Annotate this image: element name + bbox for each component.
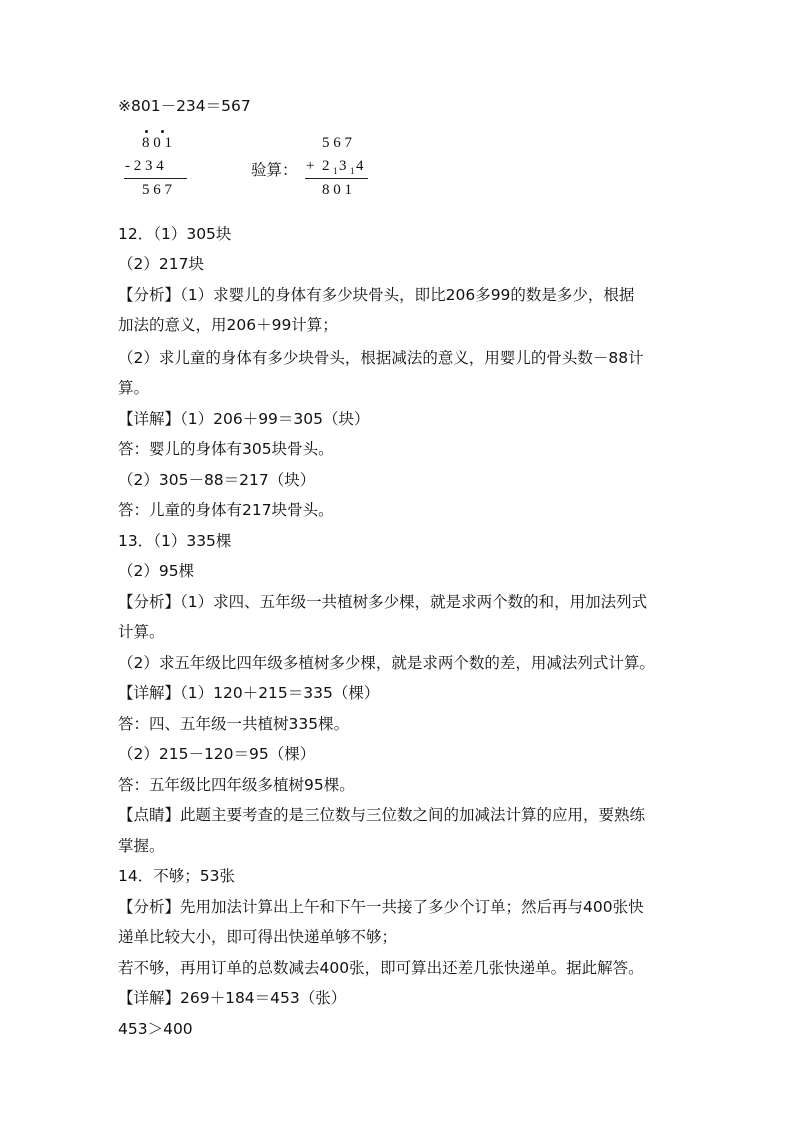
- detail-12-2: （2）305－88＝217（块）: [118, 471, 316, 489]
- analysis-12: 【分析】（1）求婴儿的身体有多少块骨头，即比206多99的数是多少，根据: [118, 286, 635, 304]
- carry-mark: 1: [350, 166, 355, 176]
- detail-12: 【详解】（1）206＋99＝305（块）: [118, 410, 370, 428]
- comment-13: 【点睛】此题主要考查的是三位数与三位数之间的加减法计算的应用，要熟练: [118, 806, 646, 824]
- add-result: 8 0 1: [322, 182, 352, 198]
- sub-rule: [124, 178, 187, 179]
- answer-13-2: （2）95棵: [118, 562, 195, 580]
- detail-13: 【详解】（1）120＋215＝335（棵）: [118, 684, 380, 702]
- detail-14: 【详解】269＋184＝453（张）: [118, 989, 347, 1007]
- borrow-dot: [145, 130, 148, 133]
- add-rule: [305, 178, 368, 179]
- answer-12: 12．（1）305块: [118, 225, 232, 243]
- answer-13: 13．（1）335棵: [118, 532, 232, 550]
- analysis-12-cont: 加法的意义，用206＋99计算；: [118, 316, 338, 334]
- sub-minuend: 8 0 1: [142, 135, 172, 151]
- sub-subtrahend: - 2 3 4: [125, 158, 164, 174]
- reply-12-2: 答：儿童的身体有217块骨头。: [118, 501, 334, 519]
- carry-mark: 1: [333, 166, 338, 176]
- answer-14: 14．不够；53张: [118, 867, 235, 885]
- add-top: 5 6 7: [322, 135, 352, 151]
- analysis-13: 【分析】（1）求四、五年级一共植树多少棵，就是求两个数的和，用加法列式: [118, 593, 648, 611]
- sub-result: 5 6 7: [142, 182, 172, 198]
- analysis-13-2: （2）求五年级比四年级多植树多少棵，就是求两个数的差，用减法列式计算。: [118, 654, 655, 672]
- analysis-14-cont: 递单比较大小，即可得出快递单够不够；: [118, 928, 398, 946]
- check-label: 验算：: [251, 161, 298, 179]
- reply-12: 答：婴儿的身体有305块骨头。: [118, 440, 334, 458]
- equation-line: ※801－234＝567: [118, 97, 251, 115]
- analysis-12-2: （2）求儿童的身体有多少块骨头，根据减法的意义，用婴儿的骨头数－88计: [118, 349, 644, 367]
- reply-13-2: 答：五年级比四年级多植树95棵。: [118, 776, 355, 794]
- add-op: +: [306, 158, 315, 174]
- detail-13-2: （2）215－120＝95（棵）: [118, 745, 316, 763]
- reply-13: 答：四、五年级一共植树335棵。: [118, 715, 350, 733]
- analysis-14-2: 若不够，再用订单的总数减去400张，即可算出还差几张快递单。据此解答。: [118, 959, 644, 977]
- answer-12-2: （2）217块: [118, 255, 204, 273]
- compare-14: 453＞400: [118, 1020, 193, 1038]
- add-digit: 2: [322, 158, 330, 174]
- add-digit: 3: [339, 158, 347, 174]
- comment-13-cont: 掌握。: [118, 837, 165, 855]
- analysis-13-cont: 计算。: [118, 623, 165, 641]
- add-digit: 4: [356, 158, 364, 174]
- analysis-12-2-cont: 算。: [118, 379, 150, 397]
- analysis-14: 【分析】先用加法计算出上午和下午一共接了多少个订单；然后再与400张快: [118, 898, 644, 916]
- borrow-dot: [161, 130, 164, 133]
